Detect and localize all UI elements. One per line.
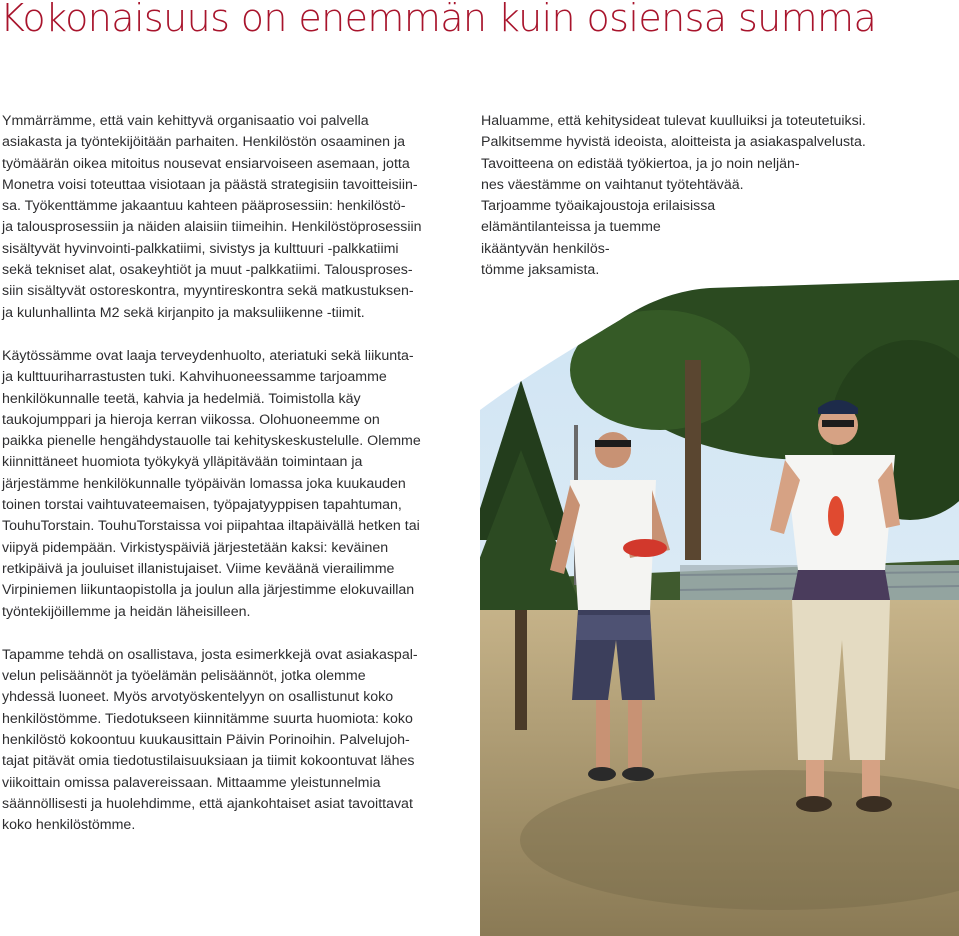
text-line: viikoittain omissa palavereissaan. Mittaamme yleistunnelmia <box>2 774 381 791</box>
text-line: työntekijöillemme ja heidän läheisilleen. <box>2 603 251 620</box>
text-line: henkilökunnalle teetä, kahvia ja hedelmiä. Toimistolla käy <box>2 390 361 407</box>
intro-paragraph <box>2 111 452 324</box>
text-line: Haluamme, että kehitysideat tulevat kuulluiksi ja toteutetuiksi. <box>481 113 866 129</box>
text-line: Ymmärrämme, että vain kehittyvä organisaatio voi palvella <box>2 113 369 129</box>
text-line: velun pelisäännöt ja työelämän pelisäännöt, jotka olemme <box>2 668 366 685</box>
text-line: Monetra voisi toteuttaa visiotaan ja päästä strategisiin tavoitteisiin- <box>2 176 418 193</box>
text-line: koko henkilöstömme. <box>2 817 136 834</box>
text-line: ja kulunhallinta M2 sekä kirjanpito ja maksuliikenne -tiimit. <box>2 304 365 321</box>
photo-illustration <box>480 280 959 936</box>
text-line: säännöllisesti ja huolehdimme, että ajankohtaiset asiat tavoittavat <box>2 795 413 812</box>
benefits-paragraph <box>2 346 452 623</box>
text-line: sa. Työkenttämme jakaantuu kahteen pääprosessiin: henkilöstö- <box>2 198 406 215</box>
left-column <box>2 111 452 837</box>
text-line: Palkitsemme hyvistä ideoista, aloitteista ja asiakaspalvelusta. <box>481 134 866 151</box>
text-line: Tapamme tehdä on osallistava, josta esimerkkejä ovat asiakaspal- <box>2 646 418 663</box>
text-line: järjestämme henkilökunnalle työpäivän lomassa joka kuukauden <box>2 475 406 492</box>
text-line: sisältyvät hyvinvointi-palkkatiimi, sivistys ja kulttuuri -palkkatiimi <box>2 240 399 257</box>
text-line: työmäärän oikea mitoitus nousevat ensiarvoiseen asemaan, jotta <box>2 155 410 172</box>
text-line: siin sisältyvät ostoreskontra, myyntireskontra sekä matkustuksen- <box>2 283 414 300</box>
text-line: tömme jaksamista. <box>481 262 600 279</box>
text-line: henkilöstömme. Tiedotukseen kiinnitämme suurta huomiota: koko <box>2 710 413 727</box>
text-line: ja kulttuuriharrastusten tuki. Kahvihuoneessamme tarjoamme <box>2 369 387 386</box>
text-line: elämäntilanteissa ja tuemme <box>481 219 661 236</box>
text-line: Käytössämme ovat laaja terveydenhuolto, ateriatuki sekä liikunta- <box>2 347 414 364</box>
text-line: kiinnittäneet huomiota työkykyä ylläpitävään toimintaan ja <box>2 454 363 471</box>
page-title: Kokonaisuus on enemmän kuin osiensa summa <box>0 0 877 40</box>
text-line: sekä tekniset alat, osakeyhtiöt ja muut -palkkatiimi. Talousproses- <box>2 262 413 279</box>
text-line: ikääntyvän henkilös- <box>481 240 610 257</box>
text-line: viipyä pidempään. Virkistyspäiviä järjestetään kaksi: keväinen <box>2 539 389 556</box>
text-line: Virpiniemen liikuntaopistolla ja joulun alla järjestimme elokuvaillan <box>2 582 415 599</box>
text-line: TouhuTorstain. TouhuTorstaissa voi piipahtaa iltapäivällä hetken tai <box>2 518 420 535</box>
text-line: henkilöstö kokoontuu kuukausittain Päivin Porinoihin. Palvelujoh- <box>2 732 410 749</box>
text-line: asiakasta ja työntekijöitään parhaiten. Henkilöstön osaaminen ja <box>2 134 406 151</box>
text-line: yhdessä luoneet. Myös arvotyöskentelyyn on osallistunut koko <box>2 689 394 706</box>
text-line: taukojumppari ja hieroja kerran viikossa. Olohuoneemme on <box>2 411 380 428</box>
text-line: ja talousprosessiin ja näiden alaisiin tiimeihin. Henkilöstöprosessiin <box>2 219 422 236</box>
text-line: toinen torstai vaihtuvateemaisen, työpajatyyppisen tapahtuman, <box>2 497 402 514</box>
development-paragraph <box>481 111 956 281</box>
text-line: Tarjoamme työaikajoustoja erilaisissa <box>481 198 716 215</box>
frisbee-photo <box>480 280 959 936</box>
text-line: nes väestämme on vaihtanut työtehtävää. <box>481 176 744 193</box>
participation-paragraph <box>2 645 452 837</box>
text-line: tajat pitävät omia tiedotustilaisuuksiaan ja tiimit kokoontuvat lähes <box>2 753 415 770</box>
right-column <box>481 111 956 281</box>
text-line: Tavoitteena on edistää työkiertoa, ja jo noin neljän- <box>481 155 800 172</box>
text-line: retkipäivä ja jouluiset illanistujaiset. Viime keväänä vierailimme <box>2 560 395 577</box>
text-line: paikka pienelle hengähdystauolle tai kehityskeskustelulle. Olemme <box>2 433 421 450</box>
